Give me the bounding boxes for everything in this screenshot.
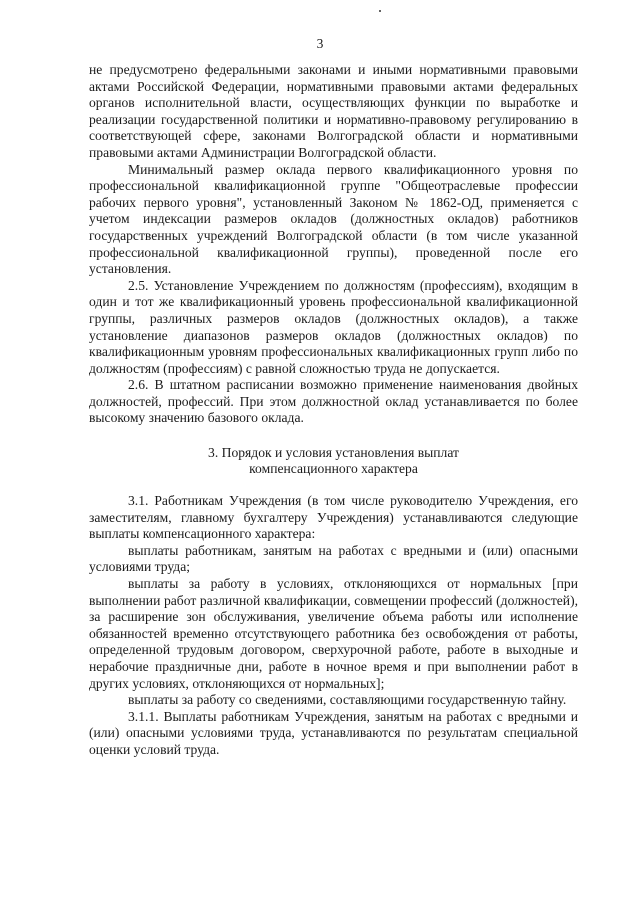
paragraph-minimum-salary: Минимальный размер оклада первого квалификационного уровня по профессиональной квалификационной группе "Общеотраслевые профессии рабочих первого уровня", установленный Законом № 1862-ОД, применяется с учетом индексации размеров окладов (должностных окладов) работников государственных учреждений Волгоградской области (в том числе указанной профессиональной квалификационной группы), проведенной после его установления. bbox=[89, 161, 578, 277]
paragraph-continuation: не предусмотрено федеральными законами и иными нормативными правовыми актами Российской Федерации, нормативными правовыми актами федеральных органов исполнительной власти, осуществляющих функции по выработке и реализации государственной политики и нормативно-правовому регулированию в соответствующей сфере, законами Волгоградской области и нормативными правовыми актами Администрации Волгоградской области. bbox=[89, 62, 578, 160]
document-body bbox=[89, 62, 578, 759]
paragraph-2-6: 2.6. В штатном расписании возможно применение наименования двойных должностей, профессий. При этом должностной оклад устанавливается по более высокому значению базового оклада. bbox=[89, 377, 578, 426]
paragraph-3-1-1: 3.1.1. Выплаты работникам Учреждения, занятым на работах с вредными и (или) опасными условиями труда, устанавливаются по результатам специальной оценки условий труда. bbox=[89, 708, 578, 757]
paragraph-abnormal-conditions: выплаты за работу в условиях, отклоняющихся от нормальных [при выполнении работ различной квалификации, совмещении профессий (должностей), за расширение зон обслуживания, увеличение объема работы или исполнение обязанностей временно отсутствующего работника без освобождения от работы, определенной трудовым договором, сверхурочной работе, работе в выходные и нерабочие праздничные дни, работе в ночное время и при выполнении работ в других условиях, отклоняющихся от нормальных]; bbox=[89, 576, 578, 691]
paragraph-harmful-conditions: выплаты работникам, занятым на работах с вредными и (или) опасными условиями труда; bbox=[89, 542, 578, 575]
paragraph-state-secret: выплаты за работу со сведениями, составляющими государственную тайну. bbox=[128, 692, 567, 708]
section-heading-line-2: компенсационного характера bbox=[249, 460, 418, 476]
paragraph-2-5: 2.5. Установление Учреждением по должностям (профессиям), входящим в один и тот же квалификационный уровень профессиональной квалификационной группы, различных размеров окладов (должностных окладов), а также установление диапазонов размеров окладов (должностных окладов) по квалификационным уровням профессиональных квалификационных групп либо по должностям (профессиям) с равной сложностью труда не допускается. bbox=[89, 277, 578, 376]
paragraph-3-1: 3.1. Работникам Учреждения (в том числе руководителю Учреждения, его заместителям, главному бухгалтеру Учреждения) устанавливаются следующие выплаты компенсационного характера: bbox=[89, 493, 578, 542]
scan-dot bbox=[379, 10, 381, 12]
section-heading-3 bbox=[89, 445, 578, 476]
page-number: 3 bbox=[316, 36, 324, 51]
section-heading-line-1: 3. Порядок и условия установления выплат bbox=[208, 445, 459, 461]
